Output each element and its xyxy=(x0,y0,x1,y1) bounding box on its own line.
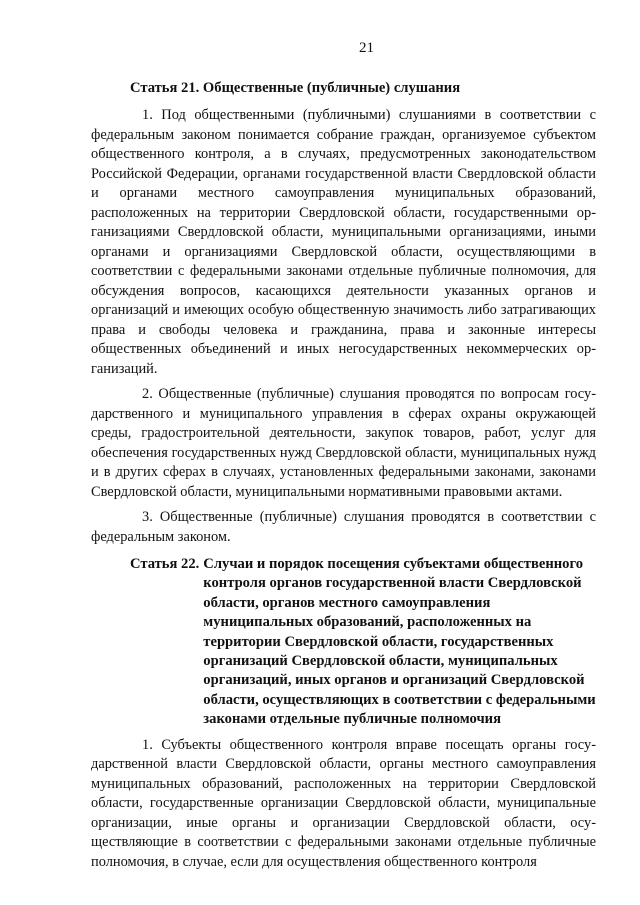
article-22-number: Статья 22. xyxy=(130,556,200,572)
article-22-title: Случаи и порядок посещения субъектами общественного контроля органов государственной власти Свердловской области, органов местного самоуправления муниципальных образований, расположенных на территории Свердловской области, государственных организаций Свердловской области, муниципальных организаций, иных органов и организаций Свердловской области, осуществляющих в соответствии с федеральными законами отдельные публичные полномочия xyxy=(203,556,596,728)
article-21-paragraph-3: 3. Общественные (публичные) слушания проводятся в соответствии с федеральным законом. xyxy=(91,509,596,545)
article-22-paragraph-1: 1. Субъекты общественного контроля вправе посещать органы государственной власти Свердловской области, органы местного самоуправления муниципальных образований, расположенных на территории Свердловской области, государственные организации Свердловской области, муниципальные организации, иные органы и организации Свердловской области, осуществляющие в соответствии с федеральными законами отдельные публичные полномочия, в случае, если для осуществления общественного контроля xyxy=(91,736,596,870)
article-21-paragraph-1: 1. Под общественными (публичными) слушаниями в соответствии с федеральным законом понимается собрание граждан, организуемое субъектом общественного контроля, а в случаях, предусмотренных законодательством Российской Федерации, органами государственной власти Свердловской области и органами местного самоуправления муниципальных образований, расположенных на территории Свердловской области, государственными организациями Свердловской области, муниципальными организациями, иными органами и организациями Свердловской области, осуществляющими в соответствии с федеральными законами отдельные публичные полномочия, для обсуждения вопросов, касающихся деятельности указанных органов и организаций и имеющих особую общественную значимость либо затрагивающих права и свободы человека и гражданина, права и законные интересы общественных объединений и иных негосударственных некоммерческих организаций. xyxy=(91,107,596,377)
article-21-heading: Статья 21. Общественные (публичные) слушания xyxy=(130,80,461,96)
page-number: 21 xyxy=(359,40,374,56)
article-22-heading xyxy=(91,555,596,730)
article-21-paragraph-2: 2. Общественные (публичные) слушания проводятся по вопросам государственного и муниципального управления в сферах охраны окружающей среды, градостроительной деятельности, закупок товаров, работ, услуг для обеспечения государственных нужд Свердловской области, муниципальных нужд и в других сферах в случаях, установленных федеральными законами, законами Свердловской области, муниципальными нормативными правовыми актами. xyxy=(91,386,596,500)
